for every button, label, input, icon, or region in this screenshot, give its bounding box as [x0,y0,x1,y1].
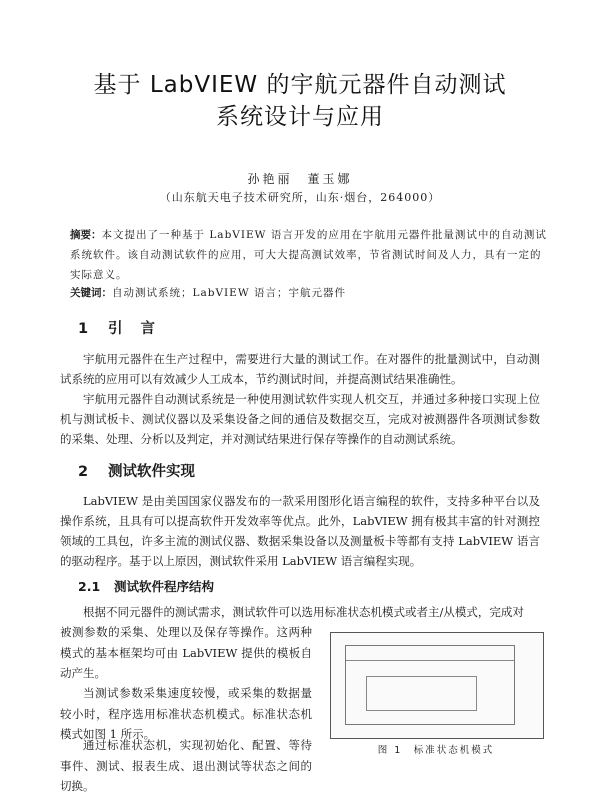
paragraph: 宇航用元器件自动测试系统是一种使用测试软件实现人机交互，并通过多种接口实现上位机与测试板卡、测试仪器以及采集设备之间的通信及数据交互，完成对被测器件各项测试参数的采集、处理、分析以及判定，并对测试结果进行保存等操作的自动测试系统。 [60,392,540,446]
abstract-text: 本文提出了一种基于 LabVIEW 语言开发的应用在宇航用元器件批量测试中的自动测试系统软件。该自动测试软件的应用，可大大提高测试效率，节省测试时间及人力，具有一定的实际意义。 [70,229,547,281]
paragraph: 根据不同元器件的测试需求，测试软件可以选用标准状态机模式或者主/从模式，完成对 [83,605,524,619]
paper-title-line2: 系统设计与应用 [216,104,384,130]
paragraph: 被测参数的采集、处理以及保存等操作。这两种模式的基本框架均可由 LabVIEW 提供的模板自动产生。 [60,625,312,680]
abstract [70,225,550,285]
section-title: 引言 [108,321,173,337]
subsection-title: 测试软件程序结构 [114,579,215,594]
figure-caption: 图 1 标准状态机模式 [377,745,495,756]
section-heading-1 [78,317,173,338]
section-number: 2 [78,464,89,480]
paragraph: LabVIEW 是由美国国家仪器发布的一款采用图形化语言编程的软件，支持多种平台以及操作系统，且具有可以提高软件开发效率等优点。此外，LabVIEW 拥有极其丰富的针对测控领域的工具包，许多主流的测试仪器、数据采集设备以及测量板卡等都有支持 LabVIEW 语言的驱动程序。基于以上原因，测试软件采用 LabVIEW 语言编程实现。 [60,494,540,568]
keywords [70,284,550,302]
keywords-text: 自动测试系统；LabVIEW 语言；宇航元器件 [112,287,346,299]
section-number: 1 [78,321,89,337]
figure-line [366,676,367,710]
figure-frame [345,645,515,725]
authors: 孙艳丽 董玉娜 [247,172,353,186]
subsection-number: 2.1 [78,579,101,594]
figure-state-machine [330,632,544,739]
affiliation: （山东航天电子技术研究所，山东·烟台，264000） [159,191,441,204]
figure-line [476,676,477,710]
section-heading-2 [78,460,195,481]
paper-title-line1: 基于 LabVIEW 的宇航元器件自动测试 [93,72,507,98]
paragraph: 通过标准状态机，实现初始化、配置、等待事件、测试、报表生成、退出测试等状态之间的切换。 [60,738,312,793]
figure-line [346,660,514,661]
paragraph: 当测试参数采集速度较慢，或采集的数据量较小时，程序选用标准状态机模式。标准状态机模式如图 1 所示。 [60,686,312,741]
keywords-label: 关键词： [70,287,112,299]
figure-line [366,676,476,677]
subsection-heading [78,577,214,595]
section-title: 测试软件实现 [108,464,195,480]
paragraph: 宇航用元器件在生产过程中，需要进行大量的测试工作。在对器件的批量测试中，自动测试系统的应用可以有效减少人工成本，节约测试时间，并提高测试结果准确性。 [60,352,540,386]
abstract-label: 摘要： [70,229,102,241]
figure-line [366,710,477,711]
